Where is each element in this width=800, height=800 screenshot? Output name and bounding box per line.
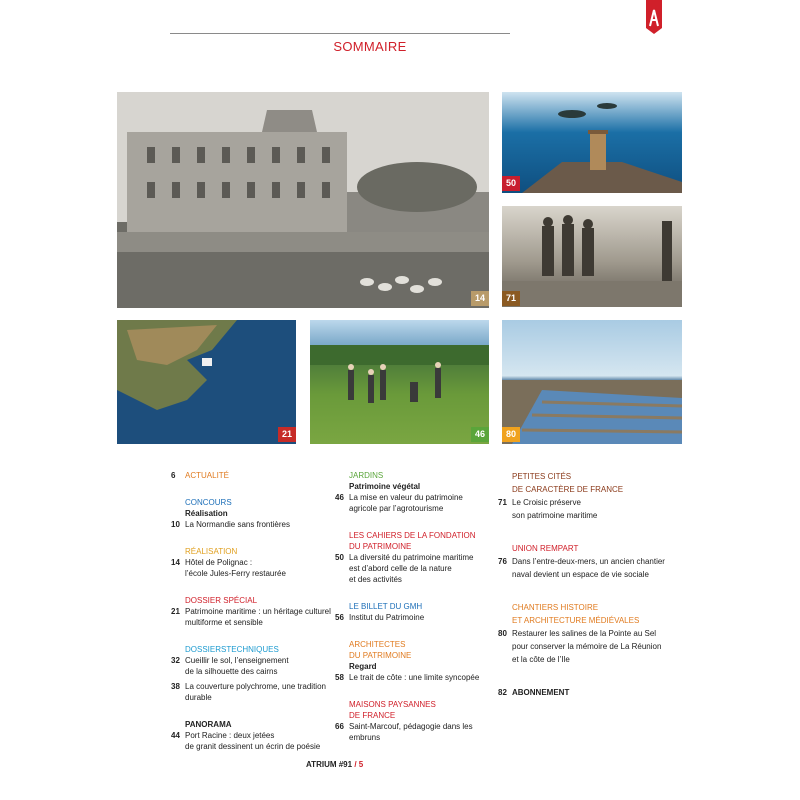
toc-entry[interactable]: 32 Cueillir le sol, l’enseignement de la silhouette des cairns [171,656,289,676]
section-subtitle: Réalisation [185,509,228,518]
toc-section-architectes [335,639,500,683]
toc-section-dossier [171,595,336,628]
section-label: PANORAMA [185,720,232,729]
magazine-issue: ATRIUM #91 [306,760,353,769]
toc-entry[interactable]: 76 Dans l’entre-deux-mers, un ancien chantier naval devient un espace de vie sociale [498,557,665,579]
toc-entry[interactable]: 10 La Normandie sans frontières [171,520,290,529]
page-footer [306,760,363,769]
page-badge-21: 21 [278,427,296,442]
photo-salt-marsh [502,320,682,444]
section-label: CHANTIERS HISTOIRE ET ARCHITECTURE MÉDIÉVALES [512,603,640,625]
toc-entry[interactable]: 14 Hôtel de Polignac : l’école Jules-Ferry restaurée [171,558,286,578]
section-label: LE BILLET DU GMH [349,602,423,611]
page-badge-71: 71 [502,291,520,306]
photo-aerial-peninsula [117,320,296,444]
toc-entry[interactable]: 38 La couverture polychrome, une tradition durable [171,682,326,702]
toc-section-maisons [335,699,500,743]
toc-section-cahiers [335,530,500,585]
toc-entry[interactable]: 71 Le Croisic préserve son patrimoine maritime [498,498,598,520]
header-rule [170,33,510,34]
section-label: DOSSIERSTECHNIQUES [185,645,279,654]
photo-salt-workers [502,206,682,307]
photo-field-workers [310,320,489,444]
section-label: ARCHITECTES DU PATRIMOINE [349,640,412,660]
toc-section-concours [171,497,336,530]
toc-section-petites-cites [498,470,688,522]
page-title: SOMMAIRE [333,39,407,54]
toc-section-realisation [171,546,336,579]
toc-entry[interactable]: 44 Port Racine : deux jetées de granit dessinent un écrin de poésie [171,731,321,751]
section-label: LES CAHIERS DE LA FONDATION DU PATRIMOINE [349,531,476,551]
toc-section-panorama [171,719,336,752]
toc-section-chantiers [498,601,688,666]
photo-tower-sea [502,92,682,193]
toc-column-1 [171,470,336,752]
section-label: ACTUALITÉ [185,471,230,480]
toc-section-union-rempart [498,542,688,581]
page-number: 5 [358,760,364,769]
section-subtitle: Patrimoine végétal [349,482,421,491]
toc-entry[interactable]: 58 Le trait de côte : une limite syncopée [335,673,480,682]
page-badge-46: 46 [471,427,489,442]
toc-entry[interactable]: 21 Patrimoine maritime : un héritage culturel multiforme et sensible [171,607,331,627]
section-subtitle: Regard [349,662,377,671]
toc-entry-actualite[interactable]: 6 ACTUALITÉ [171,470,336,481]
page-badge-80: 80 [502,427,520,442]
section-label: UNION REMPART [512,544,579,553]
section-label: DOSSIER SPÉCIAL [185,596,258,605]
toc-section-jardins [335,470,500,514]
toc-entry[interactable]: 46 La mise en valeur du patrimoine agricole par l’agrotourisme [335,493,463,513]
toc-section-billet [335,601,500,623]
toc-column-3 [498,470,688,699]
toc-entry[interactable]: 66 Saint-Marcouf, pédagogie dans les embruns [335,722,473,742]
atrium-logo-icon [646,0,662,34]
page-badge-14: 14 [471,291,489,306]
toc-entry[interactable]: 56 Institut du Patrimoine [335,613,425,622]
toc-entry[interactable]: 50 La diversité du patrimoine maritime est d’abord celle de la nature et des activités [335,553,474,584]
toc-entry-abonnement[interactable]: 82 ABONNEMENT [498,688,570,697]
toc-column-2 [335,470,500,743]
section-label: MAISONS PAYSANNES DE FRANCE [349,700,436,720]
footer-separator: / [354,760,357,769]
photo-hotel-polignac [117,92,489,308]
section-label: RÉALISATION [185,547,238,556]
section-label: CONCOURS [185,498,232,507]
toc-entry[interactable]: 80 Restaurer les salines de la Pointe au Sel pour conserver la mémoire de La Réunion et la côte de l’Ile [498,629,662,664]
section-label: PETITES CITÉS DE CARACTÈRE DE FRANCE [512,472,624,494]
section-label: JARDINS [349,471,384,480]
page-badge-50: 50 [502,176,520,191]
toc-section-techniques [171,644,336,703]
